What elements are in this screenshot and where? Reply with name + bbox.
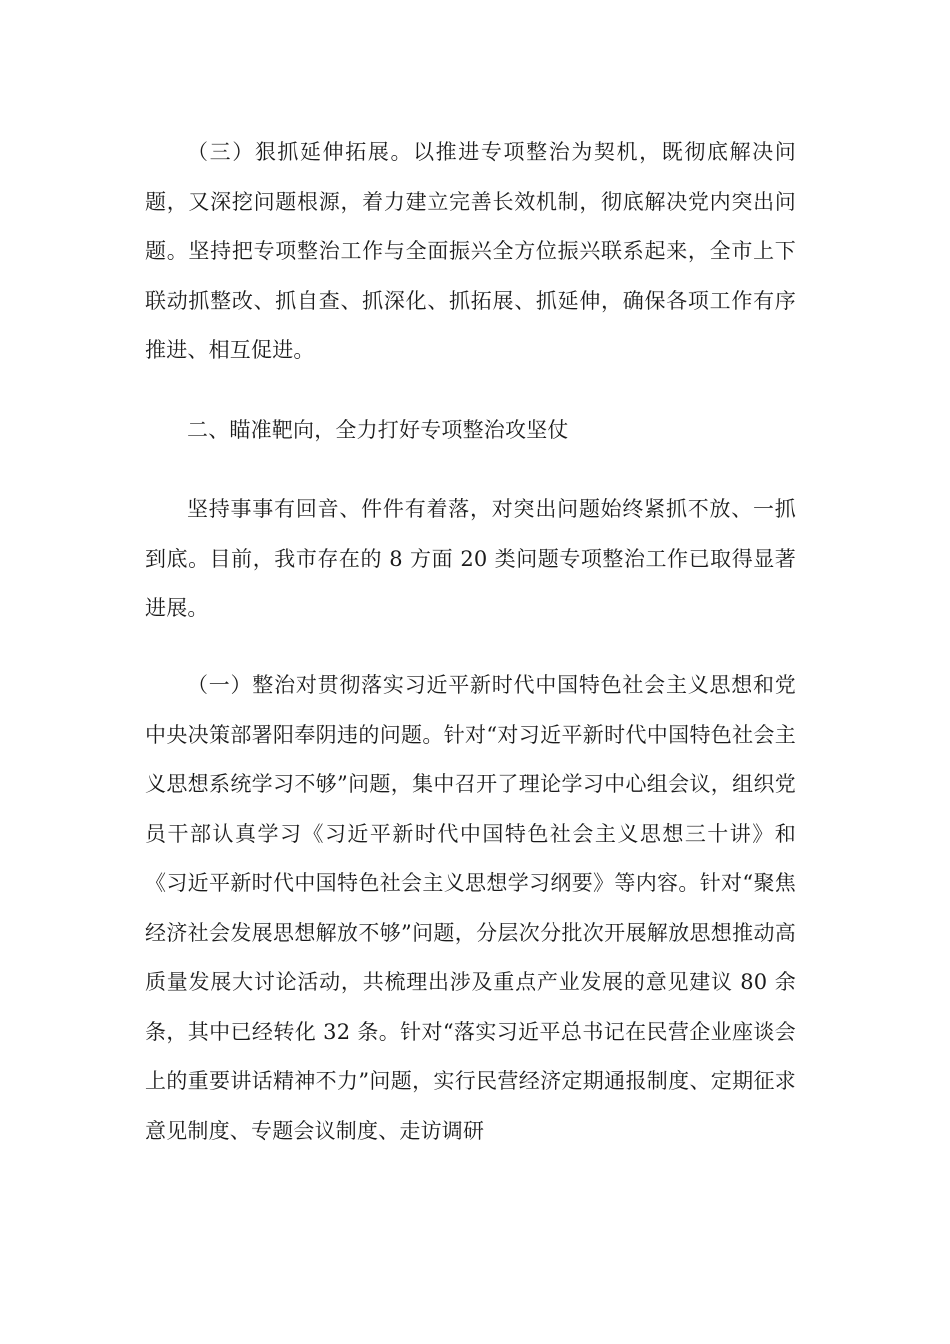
paragraph-progress-summary: 坚持事事有回音、件件有着落，对突出问题始终紧抓不放、一抓到底。目前，我市存在的 8 方面 20 类问题专项整治工作已取得显著进展。 bbox=[145, 497, 796, 620]
section-heading-two: 二、瞄准靶向，全力打好专项整治攻坚仗 bbox=[187, 418, 569, 442]
paragraph-extend-expansion: （三）狠抓延伸拓展。以推进专项整治为契机，既彻底解决问题，又深挖问题根源，着力建立完善长效机制，彻底解决党内突出问题。坚持把专项整治工作与全面振兴全方位振兴联系起来，全市上下联动抓整改、抓自查、抓深化、抓拓展、抓延伸，确保各项工作有序推进、相互促进。 bbox=[145, 140, 796, 362]
paragraph-rectification-one: （一）整治对贯彻落实习近平新时代中国特色社会主义思想和党中央决策部署阳奉阴违的问题。针对“对习近平新时代中国特色社会主义思想系统学习不够”问题，集中召开了理论学习中心组会议，组织党员干部认真学习《习近平新时代中国特色社会主义思想三十讲》和《习近平新时代中国特色社会主义思想学习纲要》等内容。针对“聚焦经济社会发展思想解放不够”问题，分层次分批次开展解放思想推动高质量发展大讨论活动，共梳理出涉及重点产业发展的意见建议 80 余条，其中已经转化 32 条。针对“落实习近平总书记在民营企业座谈会上的重要讲话精神不力”问题，实行民营经济定期通报制度、定期征求意见制度、专题会议制度、走访调研 bbox=[145, 673, 796, 1143]
